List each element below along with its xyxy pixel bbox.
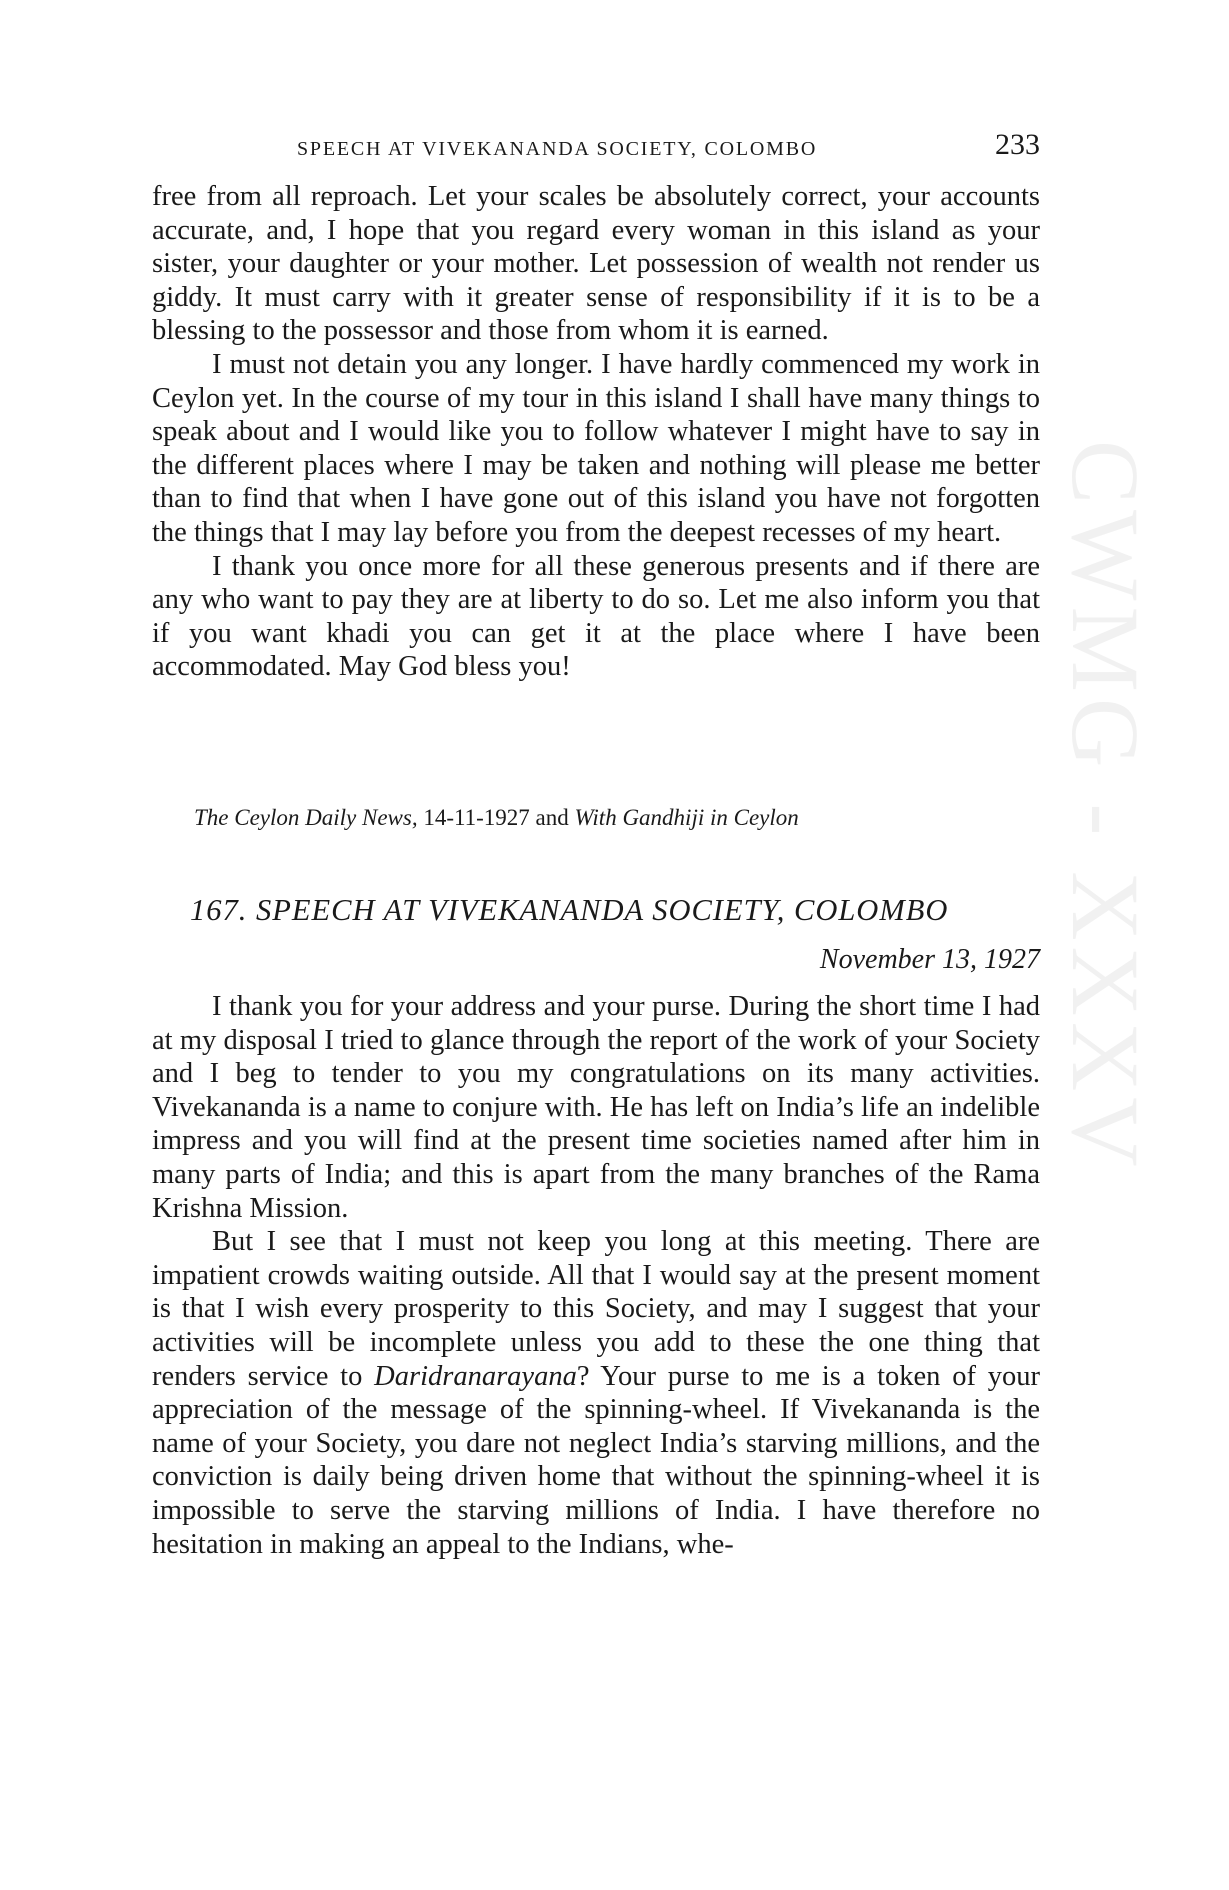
paragraph-appeal [152, 1225, 1040, 1561]
paragraph-detain: I must not detain you any longer. I have hardly commenced my work in Ceylon yet. In the course of my tour in this island I shall have many things to speak about and I would like you to follow whatever I might have to say in the different places where I may be taken and nothing will please me better than to find that when I have gone out of this island you have not forgotten the things that I may lay before you from the deepest recesses of my heart. [152, 348, 1040, 548]
running-head [152, 128, 1040, 168]
paragraph-address: I thank you for your address and your purse. During the short time I had at my disposal I tried to glance through the report of the work of your Society and I beg to tender to you my congratulations on its many activities. Vivekananda is a name to conjure with. He has left on India’s life an indelible impress and you will find at the present time societies named after him in many parts of India; and this is apart from the many branches of the Rama Krishna Mission. [152, 991, 1040, 1224]
watermark-text: CWMG - XXXV [1052, 440, 1159, 1173]
speech-body [152, 990, 1040, 1561]
source-date: 14-11-1927 and [423, 805, 569, 830]
appeal-text-end: ? Your purse to me is a token of your appreciation of the message of the spinning-wheel. If Vivekananda is the name of your Society, you dare not neglect India’s starving millions, and the conviction is daily being driven home that without the spinning-wheel it is impossible to serve the starving millions of India. I have therefore no hesitation in making an appeal to the Indians, whe- [152, 1360, 1040, 1560]
paragraph-continued: free from all reproach. Let your scales be absolutely correct, your accounts accurate, and, I hope that you regard every woman in this island as your sister, your daughter or your mother. Let possession of wealth not render us giddy. It must carry with it greater sense of responsibility if it is to be a blessing to the possessor and those from whom it is earned. [152, 181, 1040, 347]
source-book: With Gandhiji in Ceylon [574, 805, 799, 830]
cwmg-watermark [1052, 440, 1159, 1420]
paragraph-thanks: I thank you once more for all these generous presents and if there are any who want to pay they are at liberty to do so. Let me also inform you that if you want khadi you can get it at the place where I have been accommodated. May God bless you! [152, 550, 1040, 683]
source-newspaper: The Ceylon Daily News, [194, 805, 418, 830]
speech-date: November 13, 1927 [819, 944, 1040, 975]
page-number: 233 [995, 128, 1040, 161]
appeal-text-start: But I see that I must not keep you long at this meeting. There are impatient crowds waiting outside. All that I would say at the present moment is that I wish every prosperity to this Society, and may I suggest that your activities will be incomplete unless you add to these the one thing that renders service to [152, 1226, 1040, 1392]
daridranarayana-term: Daridranarayana [374, 1360, 577, 1392]
running-head-title: SPEECH AT VIVEKANANDA SOCIETY, COLOMBO [297, 138, 818, 160]
section-heading: 167. SPEECH AT VIVEKANANDA SOCIETY, COLOMBO [190, 893, 949, 927]
continued-speech [152, 180, 1040, 684]
source-note [194, 805, 799, 831]
